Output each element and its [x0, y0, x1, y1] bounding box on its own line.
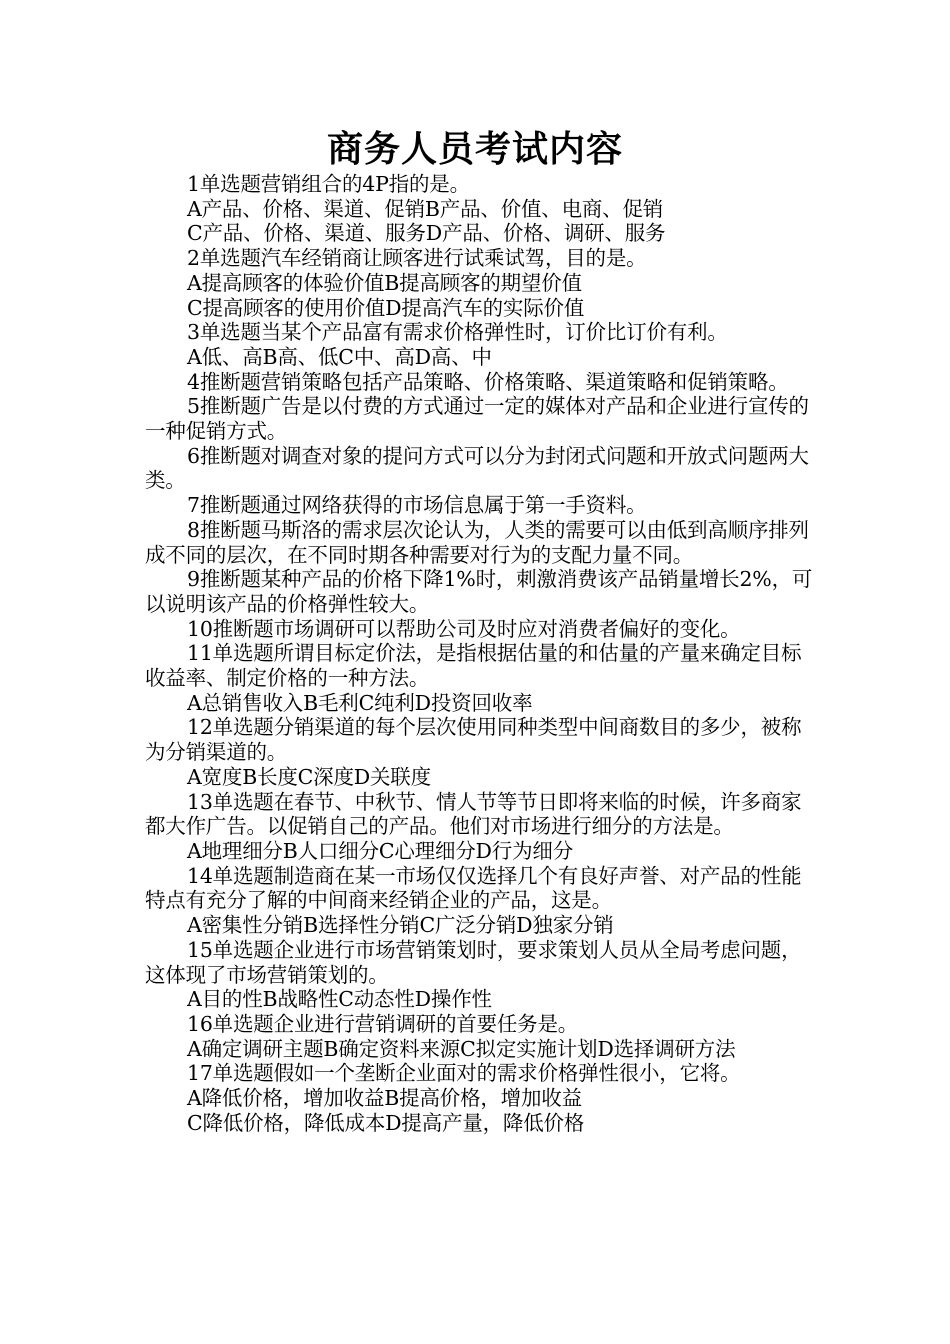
paragraph: A地理细分B人口细分C心理细分D行为细分 [187, 838, 573, 863]
paragraph: 13单选题在春节、中秋节、情人节等节日即将来临的时候，许多商家都大作广告。以促销自己的产品。他们对市场进行细分的方法是。 [145, 789, 802, 839]
paragraph: 14单选题制造商在某一市场仅仅选择几个有良好声誉、对产品的性能特点有充分了解的中间商来经销企业的产品，这是。 [145, 863, 802, 913]
paragraph: A低、高B高、低C中、高D高、中 [187, 344, 492, 369]
paragraph: A目的性B战略性C动态性D操作性 [187, 987, 492, 1012]
paragraph: A降低价格，增加收益B提高价格，增加收益 [187, 1086, 582, 1111]
paragraph: 17单选题假如一个垄断企业面对的需求价格弹性很小，它将。 [187, 1061, 741, 1086]
paragraph: 11单选题所谓目标定价法，是指根据估量的和估量的产量来确定目标收益率、制定价格的一种方法。 [145, 641, 802, 691]
paragraph: C产品、价格、渠道、服务D产品、价格、调研、服务 [187, 221, 666, 246]
paragraph: 1单选题营销组合的4P指的是。 [187, 172, 470, 196]
paragraph: A产品、价格、渠道、促销B产品、价值、电商、促销 [187, 196, 664, 221]
paragraph: A提高顾客的体验价值B提高顾客的期望价值 [187, 270, 582, 295]
paragraph: A总销售收入B毛利C纯利D投资回收率 [187, 690, 533, 715]
paragraph: A确定调研主题B确定资料来源C拟定实施计划D选择调研方法 [187, 1036, 736, 1061]
document-body [145, 172, 815, 1135]
paragraph: 9推断题某种产品的价格下降1%时，刺激消费该产品销量增长2%，可以说明该产品的价格弹性较大。 [145, 567, 813, 616]
paragraph: 15单选题企业进行市场营销策划时，要求策划人员从全局考虑问题，这体现了市场营销策划的。 [145, 937, 802, 987]
paragraph: 2单选题汽车经销商让顾客进行试乘试驾，目的是。 [187, 246, 647, 271]
paragraph: 7推断题通过网络获得的市场信息属于第一手资料。 [187, 493, 647, 518]
paragraph: 3单选题当某个产品富有需求价格弹性时，订价比订价有利。 [187, 320, 728, 345]
paragraph: C降低价格，降低成本D提高产量，降低价格 [187, 1110, 585, 1135]
paragraph: 12单选题分销渠道的每个层次使用同种类型中间商数目的多少，被称为分销渠道的。 [145, 715, 802, 765]
paragraph: 16单选题企业进行营销调研的首要任务是。 [187, 1011, 579, 1036]
paragraph: 10推断题市场调研可以帮助公司及时应对消费者偏好的变化。 [187, 616, 741, 641]
paragraph: 6推断题对调查对象的提问方式可以分为封闭式问题和开放式问题两大类。 [145, 443, 809, 493]
paragraph: 5推断题广告是以付费的方式通过一定的媒体对产品和企业进行宣传的一种促销方式。 [145, 394, 809, 444]
document-title: 商务人员考试内容 [326, 129, 623, 170]
paragraph: 8推断题马斯洛的需求层次论认为，人类的需要可以由低到高顺序排列成不同的层次，在不同时期各种需要对行为的支配力量不同。 [145, 517, 809, 567]
paragraph: A密集性分销B选择性分销C广泛分销D独家分销 [187, 913, 614, 938]
paragraph: A宽度B长度C深度D关联度 [187, 764, 431, 789]
paragraph: 4推断题营销策略包括产品策略、价格策略、渠道策略和促销策略。 [187, 369, 789, 394]
paragraph: C提高顾客的使用价值D提高汽车的实际价值 [187, 295, 585, 320]
